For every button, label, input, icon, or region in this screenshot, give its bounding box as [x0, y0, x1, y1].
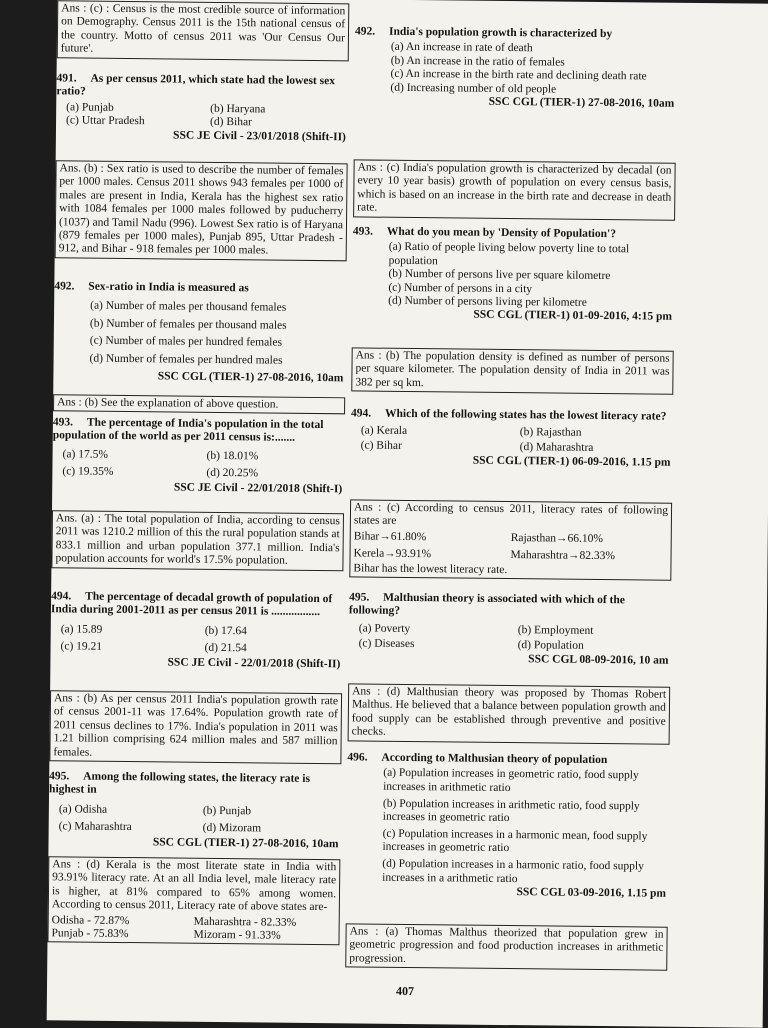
option: (c) Population increases in a harmonic mean, food supply increases in geometric ratio [382, 827, 648, 855]
options [50, 621, 342, 658]
option: (a) An increase in rate of death [390, 41, 533, 55]
option: (a) Odisha [58, 803, 108, 816]
option: (a) Poverty [358, 622, 411, 635]
option: (a) 17.5% [62, 448, 108, 461]
option: (a) Kerala [360, 424, 408, 438]
exam-source: SSC CGL (TIER-1) 06-09-2016, 1.15 pm [472, 455, 671, 470]
option: (a) 15.89 [60, 623, 103, 636]
answer-box: Ans. (b) : Sex ratio is used to describe the number of females per 1000 males. Census 2011 shows 943 females per 1000 of males are present in India, Kerala has the highest sex ratio with 1084 females per 1000 males followed by puducherry (1037) and Tamil Nadu (996). Lowest Sex ratio is of Haryana (879 females per 1000 males), Punjab 895, Uttar Pradesh - 912, and Bihar - 918 females per 1000 males. [55, 160, 348, 261]
answer-box: Ans : (d) Kerala is the most literate state in India with 93.91% literacy rate. At an all India level, male literacy rate is higher, at 81% compared to 65% among women. According to census 2011, Literacy rate of above states are- Odisha - 72.87% Maharashtra - 82.33% Punjab - 75.83% Mizoram - 91.33% [47, 856, 340, 945]
question-492: 492. Sex-ratio in India is measured as (a) Number of males per thousand females (b) Number of females per thousand males (c) Number of males per hundred females (d) Number of females per hundred males SSC CGL (TIER-1) 27-08-2016, 10am [53, 280, 346, 385]
option: (b) Punjab [202, 804, 252, 818]
question-492: 492. India's population growth is characterized by (a) An increase in rate of death (b) An increase in the ratio of females (c) An increase in the birth rate and declining death rate (d) Increasing number of old people SSC CGL (TIER-1) 27-08-2016, 10am [354, 25, 677, 111]
exam-source: SSC CGL (TIER-1) 27-08-2016, 10am [157, 370, 344, 385]
option: (a) Punjab [66, 101, 114, 114]
option: (d) Number of females per hundred males [89, 352, 283, 367]
option: (a) Ratio of people living below poverty line to total population [388, 241, 630, 268]
question-495: 495. Malthusian theory is associated with which of the following? (a) Poverty (b) Employment (c) Diseases (d) Population SSC CGL 08-09-2016, 10 am [348, 591, 671, 668]
option: (c) Number of persons in a city [388, 281, 533, 295]
option: (d) Maharashtra [519, 441, 594, 455]
options [349, 621, 671, 654]
option: (d) Population [517, 638, 584, 652]
answer-box: Ans : (c) : Census is the most credible source of information on Demography. Census 2011 is the 15th national census of the country. Motto of census 2011 was 'Our Census Our future'. [57, 0, 350, 61]
options [351, 424, 673, 457]
question-493: 493. What do you mean by 'Density of Population'? (a) Ratio of people living below poverty line to total population (b) Number of persons live per square kilometre (c) Number of persons in a city (d) Number of persons living per kilometre SSC CGL (TIER-1) 01-09-2016, 4:15 pm [352, 225, 675, 324]
option: (b) An increase in the ratio of females [390, 54, 565, 69]
exam-source: SSC JE Civil - 22/01/2018 (Shift-I) [173, 481, 343, 496]
options [53, 298, 346, 371]
exam-source: SSC CGL 03-09-2016, 1.15 pm [516, 886, 667, 900]
exam-source: SSC JE Civil - 23/01/2018 (Shift-II) [173, 129, 346, 143]
answer-box: Ans : (b) As per census 2011 India's population growth rate of census 2001-11 was 17.64%. Population growth rate of 2011 census declines to 17%. India's population in 2011 was 1.21 billion comprising 624 million males and 587 million females. [49, 690, 342, 764]
option: (c) Diseases [358, 637, 415, 650]
question-494: 494. Which of the following states has the lowest literacy rate? (a) Kerala (b) Rajasthan (c) Bihar (d) Maharashtra SSC CGL (TIER-1) 06-09-2016, 1.15 pm [350, 407, 673, 470]
question-491: 491. As per census 2011, which state had the lowest sex ratio? (a) Punjab (b) Haryana (c) Uttar Pradesh (d) Bihar SSC JE Civil - 23/01/2018 (Shift-II) [56, 72, 349, 144]
option: (a) Number of males per thousand females [90, 300, 287, 315]
literacy-rates: Bihar→61.80% Rajasthan→66.10% Kerela→93.91% Maharashtra→82.33% [353, 530, 616, 562]
option: (b) Haryana [210, 102, 266, 116]
question-494: 494. The percentage of decadal growth of population of India during 2001-2011 as per census 2011 is ................. (a) 15.89 (b) 17.64 (c) 19.21 (d) 21.54 SSC JE Civil - 22/01/2018 (Shift-II) [50, 590, 343, 671]
option: (b) Population increases in arithmetic ratio, food supply increases in geometric ratio [382, 797, 640, 825]
exam-source: SSC CGL (TIER-1) 27-08-2016, 10am [152, 836, 339, 851]
answer-box: Ans. (a) : The total population of India, according to census 2011 was 1210.2 million of this the rural population stands at 833.1 million and urban population 377.1 million. India's population accounts for world's 17.5% population. [51, 510, 344, 571]
options [52, 446, 344, 483]
options [352, 241, 675, 311]
option: (a) Population increases in geometric ratio, food supply increases in arithmetic ratio [383, 767, 639, 795]
page-number: 407 [395, 983, 415, 999]
book-page [47, 0, 768, 1028]
question-493: 493. The percentage of India's population in the total population of the world as per 2011 census is:....... (a) 17.5% (b) 18.01% (c) 19.35% (d) 20.25% SSC JE Civil - 22/01/2018 (Shift-I) [52, 416, 345, 496]
literacy-rates: Odisha - 72.87% Maharashtra - 82.33% Punjab - 75.83% Mizoram - 91.33% [51, 913, 297, 942]
option: (c) 19.21 [60, 640, 103, 653]
option: (b) Rajasthan [519, 426, 582, 440]
right-column [347, 0, 677, 965]
exam-source: SSC CGL (TIER-1) 01-09-2016, 4:15 pm [473, 309, 673, 324]
option: (b) Number of persons live per square kilometre [388, 267, 611, 283]
option: (d) Bihar [210, 116, 252, 129]
option: (d) 21.54 [204, 641, 247, 655]
answer-box: Ans : (a) Thomas Malthus theorized that population grew in geometric progression and food production increases in arithmetic progression. [345, 923, 667, 971]
question-496: 496. According to Malthusian theory of population (a) Population increases in geometric ratio, food supply increases in arithmetic ratio (b) Population increases in arithmetic ratio, food supply increases in geometric ratio (c) Population increases in a harmonic mean, food supply increases in geometric ratio (d) Population increases in a harmonic ratio, food supply increases in a arithmetic ratio SSC CGL 03-09-2016, 1.15 pm [346, 751, 670, 901]
options [56, 101, 348, 131]
option: (c) 19.35% [62, 465, 114, 478]
answer-box: Ans : (b) The population density is defined as number of persons per square kilometer. The population density of India in 2011 was 382 per sq km. [351, 347, 673, 395]
option: (b) Employment [517, 623, 594, 637]
option: (c) Uttar Pradesh [66, 114, 145, 128]
question-495: 495. Among the following states, the literacy rate is highest in (a) Odisha (b) Punjab (c) Maharashtra (d) Mizoram SSC CGL (TIER-1) 27-08-2016, 10am [48, 770, 341, 851]
exam-source: SSC CGL 08-09-2016, 10 am [528, 653, 669, 667]
option: (d) Number of persons living per kilometre [388, 294, 587, 309]
answer-box: Ans : (c) India's population growth is characterized by decadal (on every 10 year basis) growth of population on every census basis, which is based on an increase in the birth rate and decrease in death rate. [353, 159, 676, 220]
option: (d) Increasing number of old people [390, 81, 557, 96]
answer-box: Ans : (d) Malthusian theory was proposed by Thomas Robert Malthus. He believed that a balance between population growth and food supply can be established through preventive and positive checks. [348, 683, 671, 744]
option: (c) Number of males per hundred females [89, 334, 283, 349]
options [354, 41, 677, 98]
option: (b) 18.01% [206, 449, 259, 463]
option: (d) Mizoram [202, 821, 262, 835]
option: (b) 17.64 [204, 624, 247, 638]
option: (d) Population increases in a harmonic ratio, food supply increases in a arithmetic ratio [382, 857, 644, 885]
answer-box: Ans : (b) See the explanation of above question. [53, 394, 345, 414]
option: (b) Number of females per thousand males [89, 317, 287, 332]
option: (c) An increase in the birth rate and declining death rate [390, 67, 647, 83]
options [49, 801, 341, 838]
exam-source: SSC JE Civil - 22/01/2018 (Shift-II) [167, 656, 341, 671]
option: (c) Bihar [360, 439, 402, 453]
exam-source: SSC CGL (TIER-1) 27-08-2016, 10am [488, 95, 675, 110]
option: (c) Maharashtra [58, 820, 132, 833]
options [346, 767, 669, 888]
answer-box: Ans : (c) According to census 2011, literacy rates of following states are Bihar→61.80% Rajasthan→66.10% Kerela→93.91% Maharashtra→82.33% Bihar has the lowest literacy rate. [349, 499, 672, 581]
option: (d) 20.25% [206, 466, 259, 480]
